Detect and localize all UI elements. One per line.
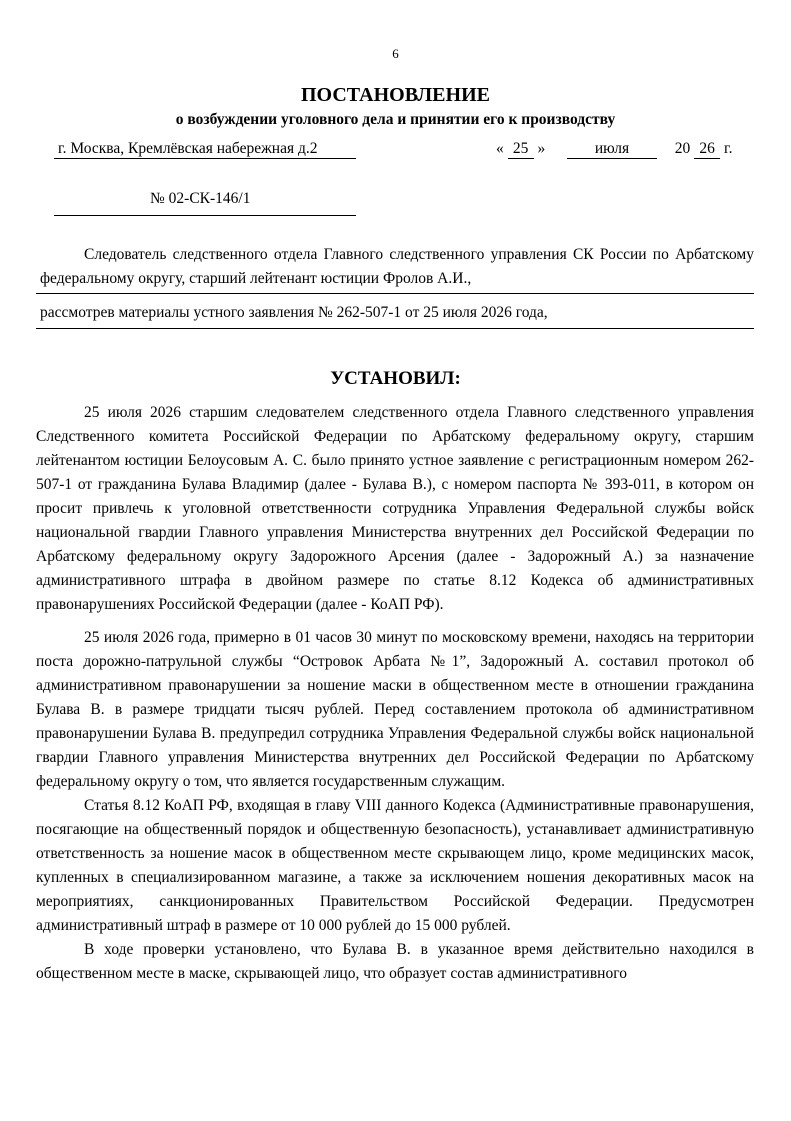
page-number: 6: [392, 46, 399, 61]
body-paragraph-1: 25 июля 2026 старшим следователем следственного отдела Главного следственного управления Следственного комитета Российской Федерации по Арбатскому федеральному округу, старшим лейтенантом юстиции Белоусовым А. С. было принято устное заявление с регистрационным номером 262-507-1 от гражданина Булава Владимир (далее - Булава В.), с номером паспорта № 393-011, в котором он просит привлечь к уголовной ответственности сотрудника Управления Федеральной службы войск национальной гвардии Главного управления Министерства внутренних дел Российской Федерации по Арбатскому федеральному округу Задорожного Арсения (далее - Задорожный А.) за назначение административного штрафа в двойном размере по статье 8.12 Кодекса об административных правонарушениях Российской Федерации (далее - КоАП РФ).: [36, 404, 754, 613]
document-title: ПОСТАНОВЛЕНИЕ: [301, 84, 490, 106]
date-month: июля: [567, 140, 657, 159]
date-day: 25: [508, 140, 534, 159]
document-body: [36, 401, 754, 986]
body-paragraph-4: В ходе проверки установлено, что Булава В. в указанное время действительно находился в общественном месте в маске, скрывающей лицо, что образует состав административного: [36, 941, 754, 982]
section-heading: УСТАНОВИЛ:: [330, 368, 461, 389]
reviewed-text: рассмотрев материалы устного заявления № 262-507-1 от 25 июля 2026 года,: [40, 304, 548, 321]
body-paragraph-3: Статья 8.12 КоАП РФ, входящая в главу VIII данного Кодекса (Административные правонарушения, посягающие на общественный порядок и общественную безопасность), устанавливает административную ответственность за ношение масок в общественном месте скрывающем лицо, кроме медицинских масок, купленных в специализированном магазине, а также за исключением ношения декоративных масок на мероприятиях, санкционированных Правительством Российской Федерации. Предусмотрен административный штраф в размере от 10 000 рублей до 15 000 рублей.: [36, 797, 754, 934]
place-field: г. Москва, Кремлёвская набережная д.2: [54, 140, 356, 159]
date-year-word: г.: [724, 140, 733, 157]
case-number-line: [54, 215, 356, 216]
case-number: № 02-СК-146/1: [150, 190, 251, 207]
body-paragraph-2: 25 июля 2026 года, примерно в 01 часов 30 минут по московскому времени, находясь на территории поста дорожно-патрульной службы “Островок Арбата №1”, Задорожный А. составил протокол об административном правонарушении за ношение маски в общественном месте в отношении гражданина Булава В. в размере тридцати тысяч рублей. Перед составлением протокола об административном правонарушении Булава В. предупредил сотрудника Управления Федеральной службы войск национальной гвардии Главного управления Министерства внутренних дел Российской Федерации по Арбатскому федеральному округу о том, что является государственным служащим.: [36, 629, 754, 790]
reviewed-paragraph: [40, 301, 754, 325]
investigator-paragraph: [40, 243, 754, 291]
date-open-quote: «: [496, 140, 504, 157]
divider-2: [36, 328, 754, 329]
divider-1: [36, 293, 754, 294]
date-year-suffix: 26: [694, 140, 720, 159]
document-subtitle: о возбуждении уголовного дела и принятии его к производству: [175, 111, 616, 128]
investigator-text: Следователь следственного отдела Главного следственного управления СК России по Арбатскому федеральному округу, старший лейтенант юстиции Фролов А.И.,: [40, 246, 754, 287]
date-close-quote: »: [537, 140, 546, 157]
date-year-prefix: 20: [674, 140, 691, 157]
date-field: [496, 140, 732, 159]
